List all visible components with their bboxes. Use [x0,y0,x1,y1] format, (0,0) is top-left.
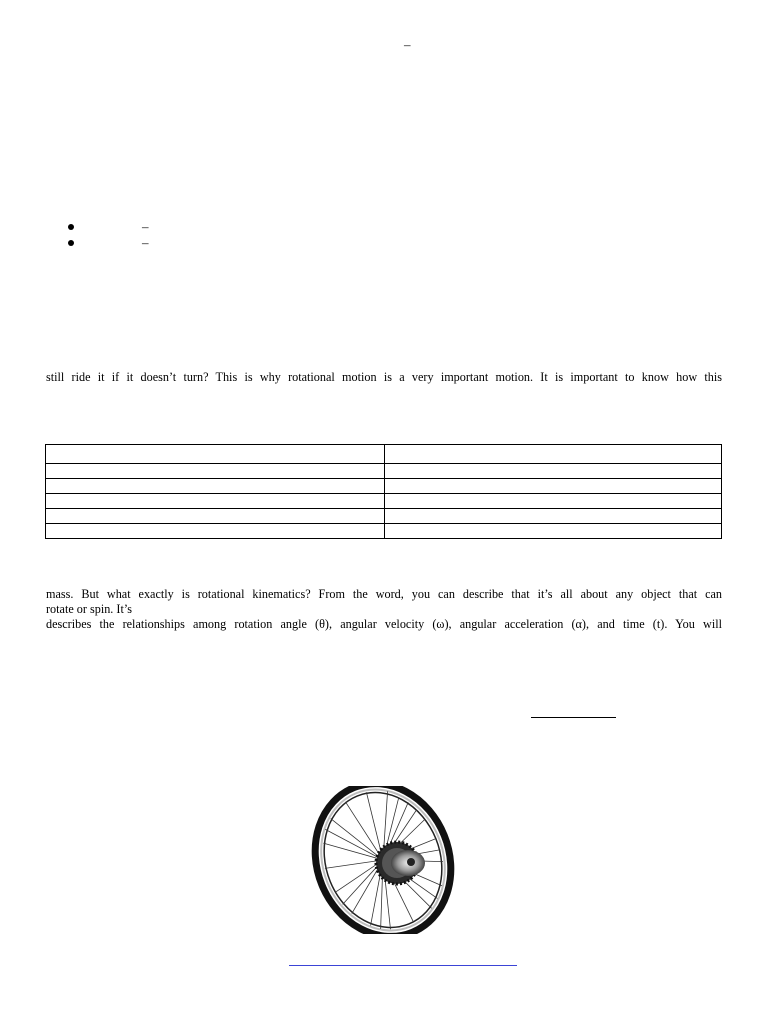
table-row [46,479,722,494]
bullet-dot-icon [68,224,74,230]
header-dash: – [404,37,411,52]
table-cell [385,445,722,464]
paragraph-line: rotate or spin. It’s [46,602,132,616]
paragraph-kinematics [46,587,722,632]
empty-table [45,444,722,539]
bullet-dash: – [142,219,149,234]
hyperlink-underline[interactable] [289,965,517,966]
table-row [46,464,722,479]
bullet-dash: – [142,235,149,250]
table-cell [385,524,722,539]
table-row [46,509,722,524]
paragraph-line: describes the relationships among rotation angle (θ), angular velocity (ω), angular acceleration (α), and time (t). You will [46,617,722,631]
table-cell [46,509,385,524]
table-cell [46,445,385,464]
table-cell [385,494,722,509]
table-cell [385,464,722,479]
table-cell [46,494,385,509]
table-cell [46,479,385,494]
table-cell [385,479,722,494]
paragraph-line: still ride it if it doesn’t turn? This is why rotational motion is a very important motion. It is important to know how this [46,370,722,384]
fill-in-blank-line [531,717,616,718]
paragraph-intro [46,370,722,385]
list-item [64,220,184,236]
table-row [46,494,722,509]
table-cell [385,509,722,524]
bicycle-wheel-icon [300,786,466,934]
table-cell [46,464,385,479]
bullet-list [64,220,184,252]
bullet-dot-icon [68,240,74,246]
table-cell [46,524,385,539]
table-row [46,445,722,464]
table-row [46,524,722,539]
bicycle-wheel-image [300,786,466,934]
list-item [64,236,184,252]
paragraph-line: mass. But what exactly is rotational kinematics? From the word, you can describe that it’s all about any object that can [46,587,722,601]
